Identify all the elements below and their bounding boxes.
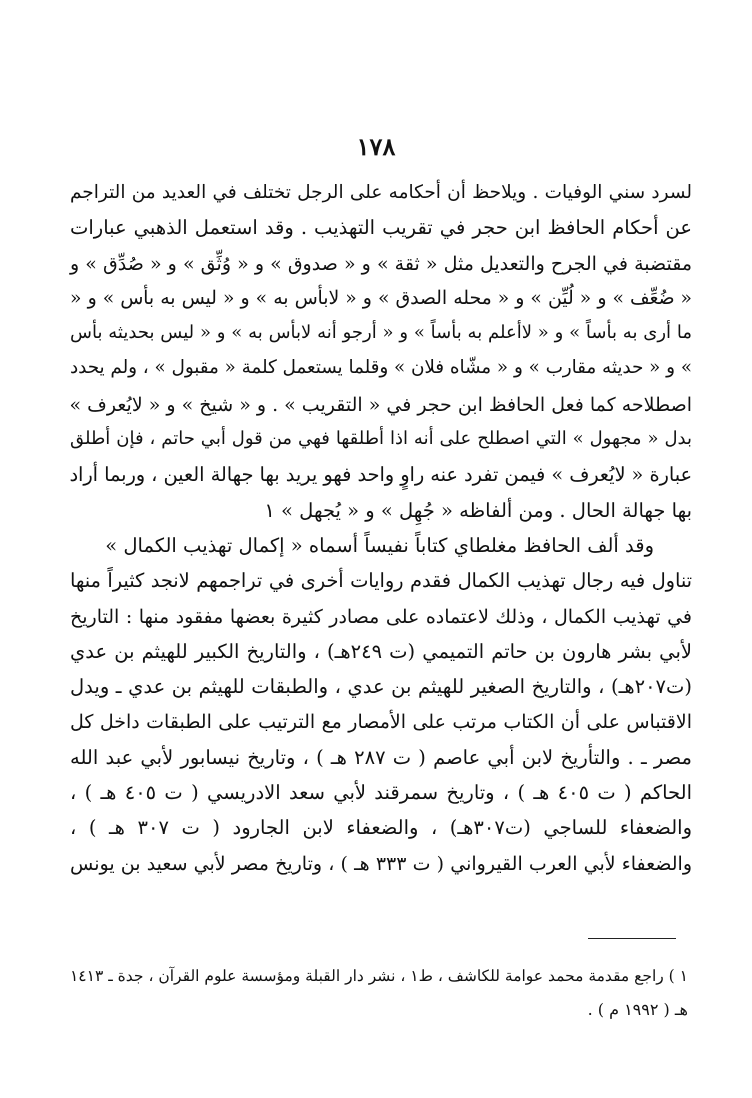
text-line: والضعفاء لأبي العرب القيرواني ( ت ٣٣٣ هـ ) ، وتاريخ مصر لأبي سعيد بن يونس [70,852,693,875]
footnote-line: هـ ( ١٩٩٢ م ) . [587,999,688,1019]
text-line: الاقتباس على أن الكتاب مرتب على الأمصار مع الترتيب على الطبقات داخل كل [70,711,692,734]
footnotes [70,960,688,1026]
text-line: بدل « مجهول » التي اصطلح على أنه اذا أطلقها فهي من قول أبي حاتم ، فإن أطلق [70,428,692,450]
text-line: والضعفاء للساجي (ت٣٠٧هـ) ، والضعفاء لابن الجارود ( ت ٣٠٧ هـ ) ، [70,816,692,840]
text-line: « ضُعِّف » و « لُيِّن » و « محله الصدق » و « لابأس به » و « ليس به بأس » و « [70,287,692,309]
page-number: ١٧٨ [356,132,396,161]
footnote-divider [588,938,676,939]
text-line: بها جهالة الحال . ومن ألفاظه « جُهِل » و « يُجهل » ١ [264,498,692,522]
text-line: ما أرى به بأساً » و « لاأعلم به بأساً » و « أرجو أنه لابأس به » و « ليس بحديثه بأس [70,322,692,344]
text-line: مصر ـ . والتأريخ لابن أبي عاصم ( ت ٢٨٧ هـ ) ، وتاريخ نيسابور لأبي عبد الله [70,745,692,769]
text-line: في تهذيب الكمال ، وذلك لاعتماده على مصادر كثيرة بعضها مفقود منها : التاريخ [70,605,692,628]
footnote-line: ١ ) راجع مقدمة محمد عوامة للكاشف ، ط١ ، نشر دار القبلة ومؤسسة علوم القرآن ، جدة ـ ١٤١٣ [69,967,688,985]
text-line: مقتضبة في الجرح والتعديل مثل « ثقة » و « صدوق » و « وُثِّق » و « صُدِّق » و [70,252,692,275]
text-line: لسرد سني الوفيات . ويلاحظ أن أحكامه على الرجل تختلف في العديد من التراجم [70,182,692,203]
text-line: وقد ألف الحافظ مغلطاي كتاباً نفيساً أسماه « إكمال تهذيب الكمال » [105,533,654,557]
text-line: عن أحكام الحافظ ابن حجر في تقريب التهذيب . وقد استعمل الذهبي عبارات [70,216,692,240]
text-line: » و « حديثه مقارب » و « مشّاه فلان » وقلما يستعمل كلمة « مقبول » ، ولم يحدد [70,357,692,379]
text-line: لأبي بشر هارون بن حاتم التميمي (ت ٢٤٩هـ) ، والتاريخ الكبير للهيثم بن عدي [70,639,692,663]
text-line: عبارة « لايُعرف » فيمن تفرد عنه راوٍ واحد فهو يريد بها جهالة العين ، وربما أراد [69,463,692,487]
text-line: (ت٢٠٧هـ) ، والتاريخ الصغير للهيثم بن عدي ، والطبقات للهيثم بن عدي ـ ويدل [70,675,692,699]
text-line: تناول فيه رجال تهذيب الكمال فقدم روايات أخرى في تراجمهم لانجد كثيراً منها [70,569,692,593]
text-line: اصطلاحه كما فعل الحافظ ابن حجر في « التقريب » . و « شيخ » و « لايُعرف » [69,393,692,416]
main-text [70,178,692,884]
text-line: الحاكم ( ت ٤٠٥ هـ ) ، وتاريخ سمرقند لأبي سعد الادريسي ( ت ٤٠٥ هـ ) ، [70,781,692,805]
